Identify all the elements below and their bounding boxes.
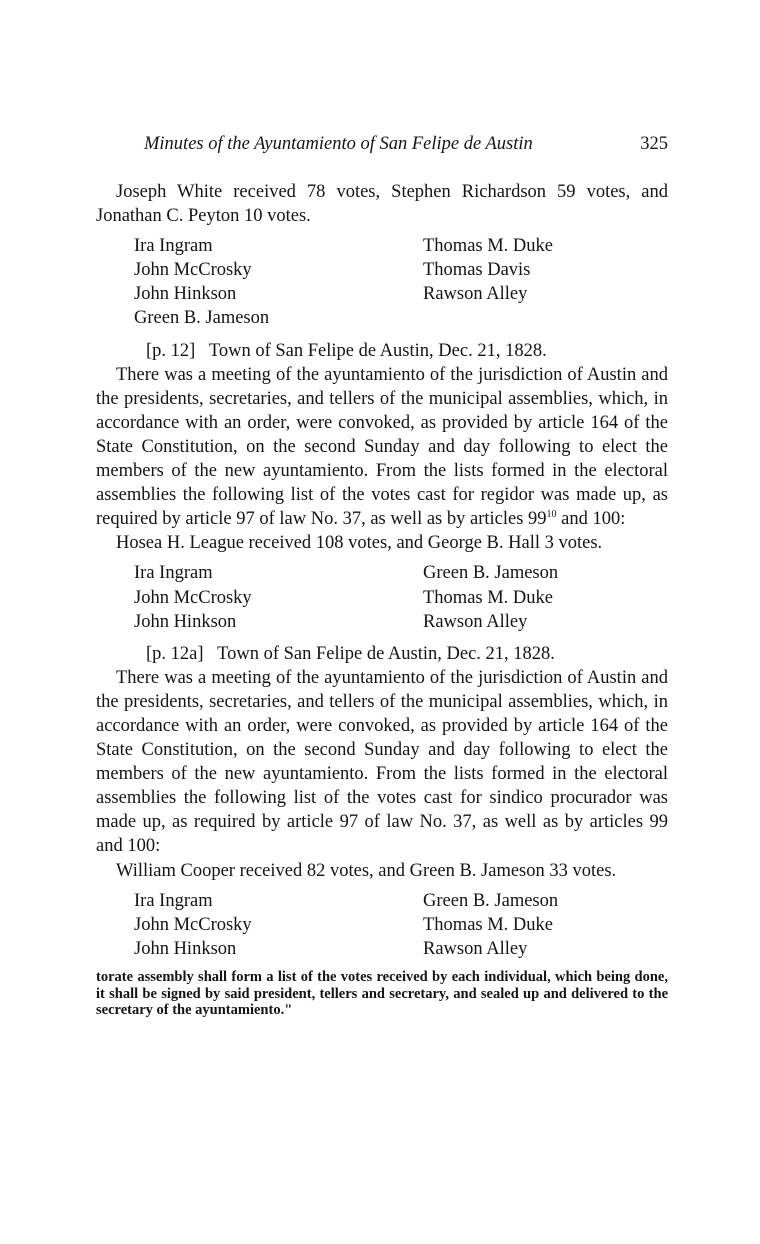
signatory-name: Thomas Davis (423, 260, 531, 281)
signatory-name: Ira Ingram (134, 563, 213, 584)
signatory-name: Thomas M. Duke (423, 914, 553, 935)
signatory-name: Green B. Jameson (134, 308, 270, 329)
signatory-name: John Hinkson (134, 938, 237, 959)
signatory-name: Ira Ingram (134, 236, 213, 257)
signatory-name: John McCrosky (134, 914, 252, 935)
paragraph-text-end: and 100: (556, 509, 626, 530)
paragraph-vote-results-2: Hosea H. League received 108 votes, and George B. Hall 3 votes. (116, 533, 603, 554)
paragraph-text: There was a meeting of the ayuntamiento of the jurisdiction of Austin and the presidents, secretaries, and tellers of the municipal assemblies, which, in accordance with an order, were convoked, as provided by article 164 of the State Constitution, on the second Sunday and day following to elect the members of the new ayuntamiento. From the lists formed in the electoral assemblies the following list of the votes cast for regidor was made up, as required by article 97 of law No. 37, as well as by articles 99 (96, 364, 668, 530)
signatory-name: Thomas M. Duke (423, 587, 553, 608)
page-body (96, 180, 668, 1019)
signatory-name: John Hinkson (134, 284, 237, 305)
section-heading-p12a: [p. 12a] Town of San Felipe de Austin, Dec. 21, 1828. (146, 643, 555, 664)
header-title: Minutes of the Ayuntamiento of San Felipe de Austin (144, 134, 533, 154)
paragraph-meeting-regidor (96, 363, 668, 532)
signatory-name: Ira Ingram (134, 890, 213, 911)
signatory-name: Green B. Jameson (423, 563, 559, 584)
footnote-text: torate assembly shall form a list of the votes received by each individual, which being done, it shall be signed by said president, tellers and secretary, and sealed up and delivered to the secretary of the ayuntamiento." (96, 968, 668, 1019)
signatories-3 (134, 889, 668, 961)
signatory-name: John Hinkson (134, 611, 237, 632)
signatory-name: John McCrosky (134, 587, 252, 608)
footnote-marker: 10 (546, 509, 557, 521)
signatories-1 (134, 234, 668, 330)
signatories-2 (134, 561, 668, 633)
paragraph-meeting-sindico: There was a meeting of the ayuntamiento of the jurisdiction of Austin and the presidents, secretaries, and tellers of the municipal assemblies, which, in accordance with an order, were convoked, as provided by article 164 of the State Constitution, on the second Sunday and day following to elect the members of the new ayuntamiento. From the lists formed in the electoral assemblies the following list of the votes cast for sindico procurador was made up, as required by article 97 of law No. 37, as well as by articles 99 and 100: (96, 667, 668, 857)
page-number: 325 (640, 134, 668, 154)
section-heading-p12: [p. 12] Town of San Felipe de Austin, Dec. 21, 1828. (146, 340, 547, 361)
signatory-name: Rawson Alley (423, 284, 528, 305)
paragraph-vote-results-3: William Cooper received 82 votes, and Green B. Jameson 33 votes. (116, 860, 617, 881)
signatory-name: Rawson Alley (423, 611, 528, 632)
signatory-name: John McCrosky (134, 260, 252, 281)
signatory-name: Green B. Jameson (423, 890, 559, 911)
running-header (144, 133, 668, 155)
signatory-name: Thomas M. Duke (423, 236, 553, 257)
paragraph-vote-results-1: Joseph White received 78 votes, Stephen Richardson 59 votes, and Jonathan C. Peyton 10 votes. (96, 182, 668, 227)
signatory-name: Rawson Alley (423, 938, 528, 959)
